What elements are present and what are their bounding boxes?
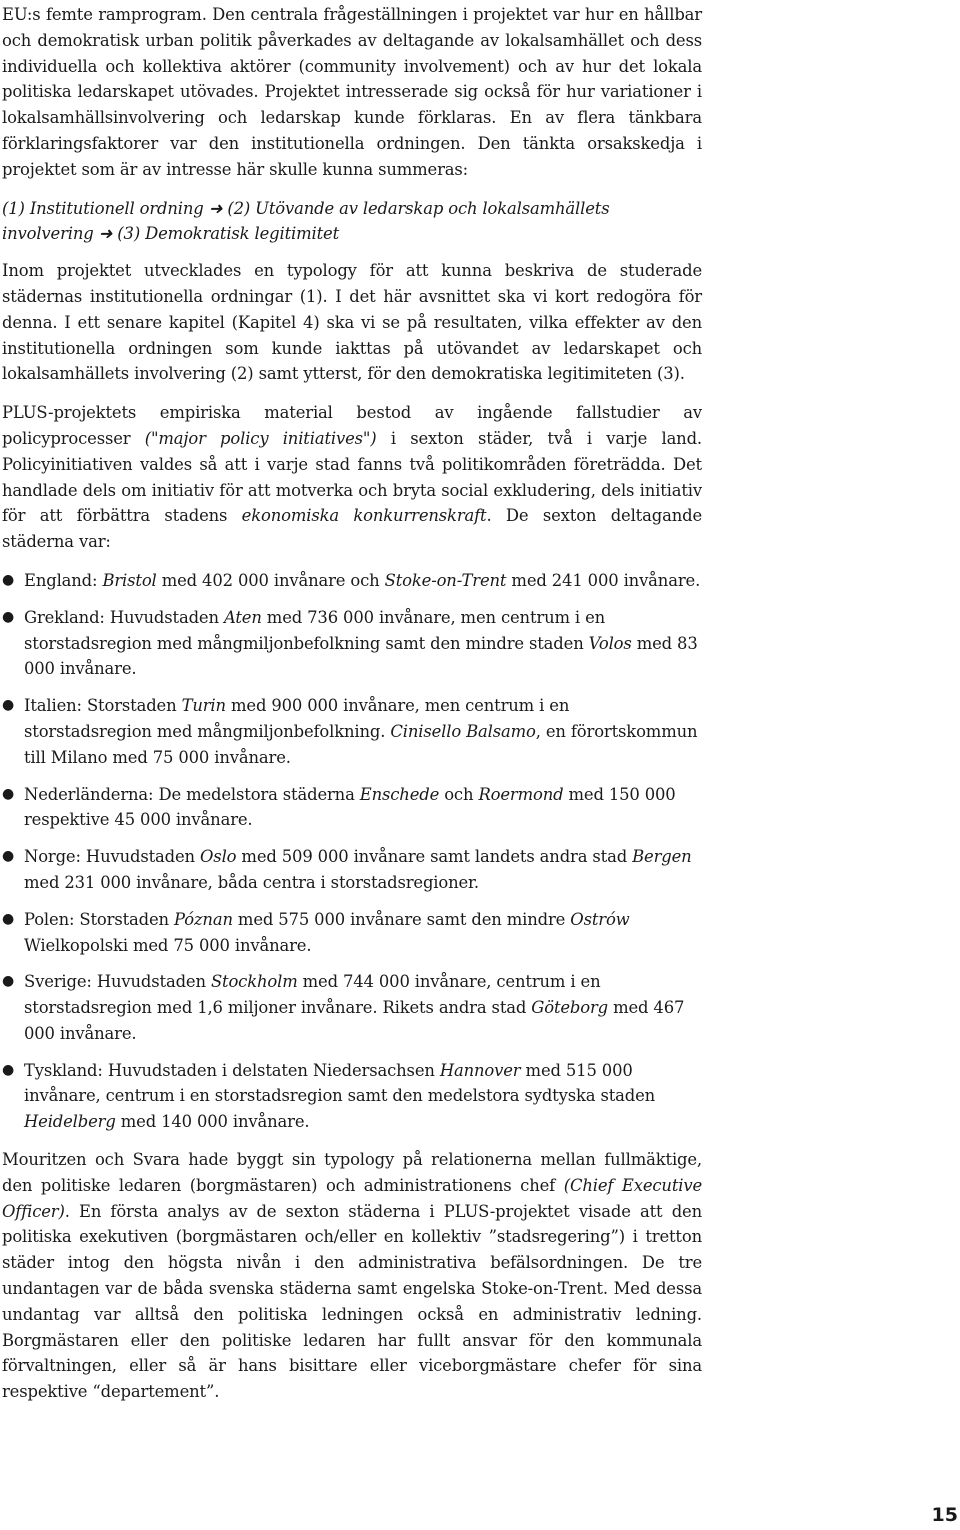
text-run: med 575 000 invånare samt den mindre [232,909,571,929]
text-run: Italien: Storstaden [24,696,182,716]
page-number: 15 [931,1504,958,1526]
text-run: England: [24,570,103,590]
text-run: . De sexton deltagande städerna var: [2,506,702,552]
city-name: Cinisello Balsamo [390,721,536,741]
text-run: Wielkopolski med 75 000 invånare. [24,935,312,955]
typology-paragraph: Inom projektet utvecklades en typology för att kunna beskriva de studerade städernas institutionella ordningar (1). I det här avsnittet ska vi kort redogöra för denna. I ett senare kapitel (Kapitel 4) ska vi se på resultaten, vilka effekter av den institutionella ordningen som kunde iakttas på utövandet av ledarskapet och lokalsamhällets involvering (2) samt ytterst, för den demokratiska legitimiteten (3). [2,261,702,384]
closing-paragraph [2,1147,702,1405]
city-list [2,568,702,1135]
city-name: Aten [223,607,262,627]
bullet-icon: ● [2,848,15,865]
city-name: Bristol [102,570,157,590]
city-name: Bergen [632,847,692,867]
bullet-icon: ● [2,608,15,625]
intro-paragraph: EU:s femte ramprogram. Den centrala frågeställningen i projektet var hur en hållbar och demokratisk urban politik påverkades av deltagande av lokalsamhället och dess individuella och kollektiva aktörer (community involvement) och av hur det lokala politiska ledarskapet utövades. Projektet intresserade sig också för hur variationer i lokalsamhällsinvolvering och ledarskap kunde förklaras. En av flera tänkbara förklaringsfaktorer var den institutionella ordningen. Den tänkta orsakskedja i projektet som är av intresse här skulle kunna summeras: [2,5,702,179]
italic-run: (Chief Executive Officer) [2,1175,703,1221]
text-run: med 515 000 invånare, centrum i en storstadsregion samt den medelstora sydtyska staden [24,1060,656,1106]
city-name: Göteborg [531,998,609,1018]
city-name: Enschede [359,784,440,804]
bullet-icon: ● [2,973,15,990]
text-run: med 150 000 respektive 45 000 invånare. [24,784,676,830]
list-item [2,782,702,834]
list-item [2,844,702,896]
bullet-icon: ● [2,910,15,927]
city-name: Turin [181,696,226,716]
list-item [2,568,702,594]
city-name: Roermond [478,784,564,804]
list-item [2,1058,702,1135]
text-run: med 83 000 invånare. [24,633,698,679]
text-run: med 744 000 invånare, centrum i en storstadsregion med 1,6 miljoner invånare. Rikets andra stad [24,972,601,1018]
page-body [2,2,702,1418]
text-run: . En första analys av de sexton städerna i PLUS-projektet visade att den politiska exekutiven (borgmästaren och/eller en kollektiv ”stadsregering”) i tretton städer intog den högsta nivån i den administrativa befälsordningen. De tre undantagen var de båda svenska städerna samt engelska Stoke-on-Trent. Med dessa undantag var alltså den politiska ledningen också en administrativ ledning. Borgmästaren eller den politiske ledaren har fullt ansvar för den kommunala förvaltningen, eller så är hans bisittare eller viceborgmästare chefer för sina respektive “departement”. [2,1201,702,1402]
city-name: Hannover [439,1060,521,1080]
text-run: med 509 000 invånare samt landets andra stad [236,847,633,867]
text-run: med 402 000 invånare och [156,570,385,590]
bullet-icon: ● [2,571,15,588]
text-run: , en förortskommun till Milano med 75 000 invånare. [24,721,698,767]
text-run: Norge: Huvudstaden [24,847,201,867]
causal-chain-line: (1) Institutionell ordning ➜ (2) Utövande av ledarskap och lokalsamhällets [2,198,610,218]
material-paragraph [2,400,702,555]
text-run: PLUS-projektets empiriska material bestod av ingående fallstudier av policyprocesser [2,403,702,448]
city-name: Heidelberg [24,1112,116,1132]
causal-chain [2,196,702,248]
text-run: med 140 000 invånare. [115,1112,310,1132]
city-name: Stoke-on-Trent [384,570,507,590]
text-run: Mouritzen och Svara hade byggt sin typology på relationerna mellan fullmäktige, den politiske ledaren (borgmästaren) och administrationens chef [2,1150,702,1195]
text-run: Tyskland: Huvudstaden i delstaten Niedersachsen [24,1060,440,1080]
text-run: Nederländerna: De medelstora städerna [24,784,360,804]
bullet-icon: ● [2,697,15,714]
bullet-icon: ● [2,785,15,802]
text-run: Grekland: Huvudstaden [24,607,224,627]
list-item [2,969,702,1046]
list-item [2,605,702,682]
city-name: Póznan [174,909,233,929]
text-run: Polen: Storstaden [24,909,175,929]
city-name: Oslo [200,847,237,867]
italic-run: ekonomiska konkurrenskraft [241,506,487,526]
text-run: med 231 000 invånare, båda centra i storstadsregioner. [24,872,479,892]
bullet-icon: ● [2,1061,15,1078]
text-run: med 900 000 invånare, men centrum i en storstadsregion med mångmiljonbefolkning. [24,696,570,741]
text-run: med 736 000 invånare, men centrum i en storstadsregion med mångmiljonbefolkning samt den mindre staden [24,607,606,653]
text-run: i sexton städer, två i varje land. Policyinitiativen valdes så att i varje stad fanns två politikområden företrädda. Det handlade dels om initiativ för att motverka och bryta social exkludering, dels initiativ för att förbättra stadens [2,428,702,526]
italic-run: ("major policy initiatives") [144,428,377,448]
text-run: med 241 000 invånare. [506,570,701,590]
city-name: Stockholm [210,972,298,992]
city-name: Ostrów [570,909,630,929]
city-name: Volos [588,633,632,653]
causal-chain-line: involvering ➜ (3) Demokratisk legitimitet [2,224,340,244]
list-item [2,693,702,770]
text-run: Sverige: Huvudstaden [24,972,211,992]
list-item [2,907,702,959]
text-run: och [439,784,479,804]
text-run: med 467 000 invånare. [24,998,685,1043]
